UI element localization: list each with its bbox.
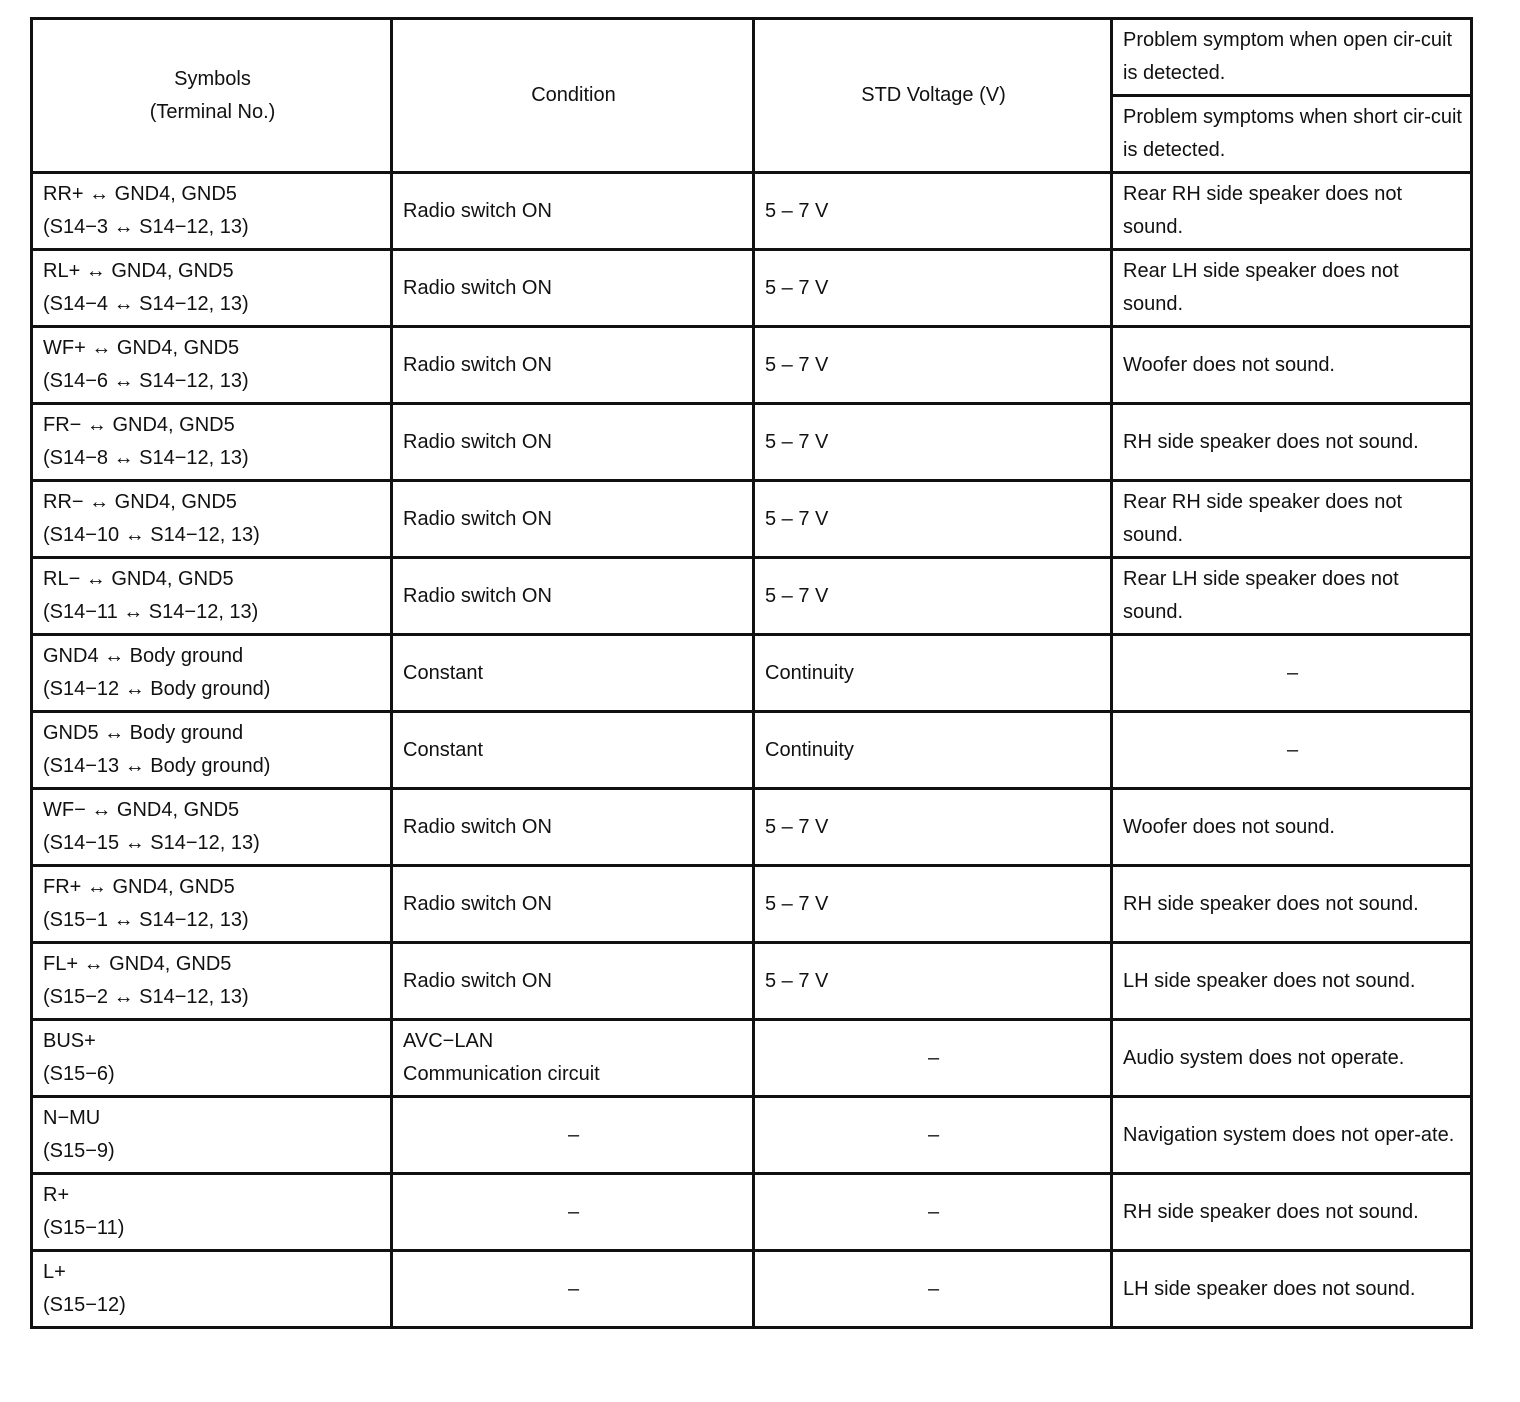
problem-symptom-cell <box>1112 866 1472 943</box>
condition-cell <box>392 1097 754 1174</box>
symbol-cell <box>32 1020 392 1097</box>
problem-symptom-cell <box>1112 1020 1472 1097</box>
symbol-cell <box>32 1251 392 1328</box>
condition-cell <box>392 173 754 250</box>
table-row <box>32 250 1472 327</box>
problem-symptom-cell <box>1112 1251 1472 1328</box>
std-voltage-cell: – <box>754 1251 1112 1328</box>
table-row <box>32 404 1472 481</box>
header-short-circuit-text: Problem symptoms when short cir-cuit is detected. <box>1123 106 1462 161</box>
problem-symptom-cell <box>1112 250 1472 327</box>
table-body <box>32 19 1472 1328</box>
std-voltage-cell: Continuity <box>754 712 1112 789</box>
condition-text: – <box>567 1200 580 1223</box>
problem-symptom-cell <box>1112 327 1472 404</box>
condition-text: Radio switch ON <box>403 353 552 376</box>
symbol-cell <box>32 481 392 558</box>
std-voltage-cell: 5 – 7 V <box>754 173 1112 250</box>
table-row <box>32 712 1472 789</box>
symbol-cell <box>32 789 392 866</box>
problem-symptom-text: Woofer does not sound. <box>1123 815 1335 838</box>
header-open-circuit-symptom <box>1112 19 1472 96</box>
table-row <box>32 635 1472 712</box>
std-voltage-cell: 5 – 7 V <box>754 250 1112 327</box>
symbol-name: FR+ ↔ GND4, GND5 <box>43 876 235 898</box>
terminal-number: (S14−12 ↔ Body ground) <box>43 678 271 700</box>
condition-cell <box>392 1251 754 1328</box>
terminal-spec-table <box>30 17 1473 1329</box>
condition-text: – <box>567 1123 580 1146</box>
condition-text: Radio switch ON <box>403 430 552 453</box>
condition-cell <box>392 789 754 866</box>
symbol-cell <box>32 404 392 481</box>
problem-symptom-text: RH side speaker does not sound. <box>1123 892 1419 915</box>
terminal-number: (S15−6) <box>43 1063 115 1085</box>
problem-symptom-cell <box>1112 558 1472 635</box>
condition-cell <box>392 250 754 327</box>
table-row <box>32 1174 1472 1251</box>
problem-symptom-cell <box>1112 1097 1472 1174</box>
problem-symptom-text: – <box>1286 661 1299 684</box>
terminal-number: (S14−10 ↔ S14−12, 13) <box>43 524 260 546</box>
condition-cell <box>392 1174 754 1251</box>
problem-symptom-text: Rear RH side speaker does not sound. <box>1123 183 1403 238</box>
terminal-number: (S14−6 ↔ S14−12, 13) <box>43 370 249 392</box>
terminal-number: (S15−12) <box>43 1294 126 1316</box>
problem-symptom-text: LH side speaker does not sound. <box>1123 1277 1416 1300</box>
condition-cell <box>392 635 754 712</box>
symbol-name: RR+ ↔ GND4, GND5 <box>43 183 237 205</box>
std-voltage-cell: – <box>754 1097 1112 1174</box>
terminal-number: (S15−1 ↔ S14−12, 13) <box>43 909 249 931</box>
condition-text: – <box>567 1277 580 1300</box>
problem-symptom-cell <box>1112 404 1472 481</box>
condition-text: Radio switch ON <box>403 199 552 222</box>
problem-symptom-cell <box>1112 1174 1472 1251</box>
problem-symptom-cell <box>1112 635 1472 712</box>
symbol-name: N−MU <box>43 1107 101 1129</box>
problem-symptom-text: Rear LH side speaker does not sound. <box>1123 260 1399 315</box>
header-symbols-line1: Symbols <box>174 67 251 90</box>
terminal-number: (S14−15 ↔ S14−12, 13) <box>43 832 260 854</box>
table-row <box>32 481 1472 558</box>
terminal-number: (S14−3 ↔ S14−12, 13) <box>43 216 249 238</box>
terminal-number: (S14−4 ↔ S14−12, 13) <box>43 293 249 315</box>
problem-symptom-text: LH side speaker does not sound. <box>1123 969 1416 992</box>
condition-text: Radio switch ON <box>403 969 552 992</box>
symbol-cell <box>32 712 392 789</box>
symbol-cell <box>32 173 392 250</box>
symbol-name: L+ <box>43 1261 66 1283</box>
problem-symptom-cell <box>1112 481 1472 558</box>
symbol-name: BUS+ <box>43 1030 96 1052</box>
table-row <box>32 866 1472 943</box>
problem-symptom-text: RH side speaker does not sound. <box>1123 430 1419 453</box>
header-row <box>32 19 1472 96</box>
document <box>30 17 1473 1329</box>
problem-symptom-cell <box>1112 173 1472 250</box>
header-symbols <box>32 19 392 173</box>
std-voltage-cell: – <box>754 1174 1112 1251</box>
condition-cell <box>392 558 754 635</box>
problem-symptom-cell <box>1112 712 1472 789</box>
symbol-name: RR− ↔ GND4, GND5 <box>43 491 237 513</box>
header-short-circuit-symptom <box>1112 96 1472 173</box>
condition-text: Radio switch ON <box>403 892 552 915</box>
header-open-circuit-text: Problem symptom when open cir-cuit is detected. <box>1123 29 1453 84</box>
condition-cell <box>392 943 754 1020</box>
symbol-cell <box>32 327 392 404</box>
problem-symptom-text: RH side speaker does not sound. <box>1123 1200 1419 1223</box>
problem-symptom-cell <box>1112 789 1472 866</box>
condition-text: Radio switch ON <box>403 584 552 607</box>
table-row <box>32 1020 1472 1097</box>
std-voltage-cell: 5 – 7 V <box>754 327 1112 404</box>
header-condition: Condition <box>392 19 754 173</box>
terminal-number: (S15−9) <box>43 1140 115 1162</box>
problem-symptom-text: Rear LH side speaker does not sound. <box>1123 568 1399 623</box>
header-symbols-line2: (Terminal No.) <box>149 100 276 123</box>
table-row <box>32 173 1472 250</box>
terminal-number: (S14−8 ↔ S14−12, 13) <box>43 447 249 469</box>
condition-cell <box>392 481 754 558</box>
std-voltage-cell: 5 – 7 V <box>754 789 1112 866</box>
header-std-voltage: STD Voltage (V) <box>754 19 1112 173</box>
table-row <box>32 943 1472 1020</box>
symbol-cell <box>32 1174 392 1251</box>
condition-text: Radio switch ON <box>403 815 552 838</box>
std-voltage-cell: 5 – 7 V <box>754 866 1112 943</box>
std-voltage-cell: Continuity <box>754 635 1112 712</box>
std-voltage-cell: 5 – 7 V <box>754 404 1112 481</box>
symbol-cell <box>32 1097 392 1174</box>
terminal-number: (S14−13 ↔ Body ground) <box>43 755 271 777</box>
terminal-number: (S15−11) <box>43 1217 125 1239</box>
symbol-cell <box>32 635 392 712</box>
table-row <box>32 1097 1472 1174</box>
condition-text: AVC−LAN <box>403 1030 494 1052</box>
symbol-name: WF− ↔ GND4, GND5 <box>43 799 240 821</box>
std-voltage-cell: – <box>754 1020 1112 1097</box>
symbol-name: FL+ ↔ GND4, GND5 <box>43 953 232 975</box>
symbol-name: GND4 ↔ Body ground <box>43 645 244 667</box>
problem-symptom-text: Rear RH side speaker does not sound. <box>1123 491 1403 546</box>
symbol-name: FR− ↔ GND4, GND5 <box>43 414 235 436</box>
std-voltage-cell: 5 – 7 V <box>754 481 1112 558</box>
std-voltage-cell: 5 – 7 V <box>754 558 1112 635</box>
symbol-name: RL+ ↔ GND4, GND5 <box>43 260 234 282</box>
symbol-name: WF+ ↔ GND4, GND5 <box>43 337 240 359</box>
condition-text: Constant <box>403 738 484 761</box>
condition-text-line2: Communication circuit <box>403 1063 600 1085</box>
terminal-number: (S15−2 ↔ S14−12, 13) <box>43 986 249 1008</box>
symbol-name: R+ <box>43 1184 70 1206</box>
terminal-number: (S14−11 ↔ S14−12, 13) <box>43 601 259 623</box>
table-row <box>32 789 1472 866</box>
condition-text: Radio switch ON <box>403 276 552 299</box>
symbol-cell <box>32 943 392 1020</box>
condition-text: Radio switch ON <box>403 507 552 530</box>
problem-symptom-text: Woofer does not sound. <box>1123 353 1335 376</box>
problem-symptom-text: – <box>1286 738 1299 761</box>
symbol-cell <box>32 250 392 327</box>
condition-cell <box>392 866 754 943</box>
symbol-cell <box>32 866 392 943</box>
condition-cell <box>392 712 754 789</box>
condition-cell <box>392 1020 754 1097</box>
symbol-name: GND5 ↔ Body ground <box>43 722 244 744</box>
condition-text: Constant <box>403 661 484 684</box>
table-row <box>32 1251 1472 1328</box>
problem-symptom-text: Navigation system does not oper-ate. <box>1123 1123 1455 1146</box>
condition-cell <box>392 404 754 481</box>
table-row <box>32 327 1472 404</box>
table-row <box>32 558 1472 635</box>
symbol-name: RL− ↔ GND4, GND5 <box>43 568 234 590</box>
symbol-cell <box>32 558 392 635</box>
problem-symptom-cell <box>1112 943 1472 1020</box>
std-voltage-cell: 5 – 7 V <box>754 943 1112 1020</box>
problem-symptom-text: Audio system does not operate. <box>1123 1046 1405 1069</box>
condition-cell <box>392 327 754 404</box>
